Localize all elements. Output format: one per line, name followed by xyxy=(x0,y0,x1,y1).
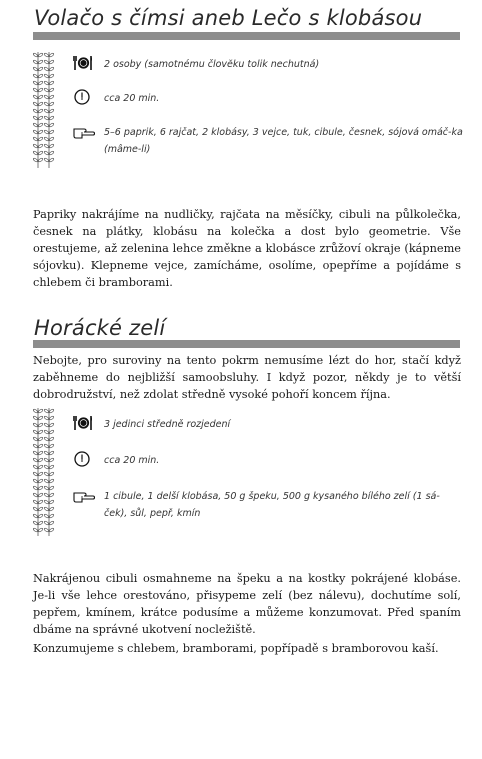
ingredients-text: 5–6 paprik, 6 rajčat, 2 klobásy, 3 vejce, tuk, cibule, česnek, sójová omáč-ka (mâme-li) xyxy=(104,127,463,155)
recipe-info-box xyxy=(33,50,463,170)
recipe-intro: Nebojte, pro suroviny na tento pokrm nemusíme lézt do hor, stačí když zaběhneme do nejbližší samoobsluhy. I když pozor, někdy je to větší dobrodružství, než zdolat středně vysoké pohoří koncem října. xyxy=(33,354,461,401)
ingredients-row xyxy=(73,486,463,526)
recipe-title: Horácké zelí xyxy=(34,316,166,340)
wheat-ear-icon xyxy=(33,406,55,538)
recipe-serving-note: Konzumujeme s chlebem, bramborami, popřípadě s bramborovou kaší. xyxy=(33,642,439,655)
wheat-ear-icon xyxy=(33,50,55,170)
plate-icon xyxy=(73,414,93,432)
recipe-info-box xyxy=(33,406,463,538)
title-underline-bar xyxy=(33,32,460,40)
plate-icon xyxy=(73,54,93,72)
pointing-hand-icon xyxy=(73,486,93,504)
time-text: cca 20 min. xyxy=(104,455,160,466)
ingredients-text: 1 cibule, 1 delší klobása, 50 g špeku, 500 g kysaného bílého zelí (1 sá-ček), sůl, pepř, kmín xyxy=(104,491,440,519)
recipe-instructions: Nakrájenou cibuli osmahneme na špeku a na kostky pokrájené klobáse. Je-li vše lehce orestováno, přisypeme zelí (bez nálevu), dochutíme solí, pepřem, kmínem, krátce podusíme a můžeme konzumovat. Před spaním dbáme na správné ukotvení nocležiště. xyxy=(33,572,461,636)
ingredients-row xyxy=(73,122,463,162)
recipe-instructions: Papriky nakrájíme na nudličky, rajčata na měsíčky, cibuli na půlkolečka, česnek na plátky, klobásu na kolečka a dost bylo geometrie. Vše orestujeme, až zelenina lehce změkne a klobásce zrůžoví okraje (kápneme sójovku). Klepneme vejce, zamícháme, osolíme, opepříme a pojídáme s chlebem či bramborami. xyxy=(33,208,461,289)
servings-text: 2 osoby (samotnému človĕku tolik nechutná) xyxy=(104,59,320,70)
clock-icon xyxy=(73,450,93,468)
time-text: cca 20 min. xyxy=(104,93,160,104)
servings-text: 3 jedinci středně rozjedení xyxy=(104,419,231,430)
time-row xyxy=(73,450,463,476)
pointing-hand-icon xyxy=(73,122,93,140)
recipe-title: Volačo s čímsi aneb Lečo s klobásou xyxy=(34,6,423,30)
clock-icon xyxy=(73,88,93,106)
time-row xyxy=(73,88,463,114)
title-underline-bar xyxy=(33,340,460,348)
servings-row xyxy=(73,414,463,440)
servings-row xyxy=(73,54,463,80)
